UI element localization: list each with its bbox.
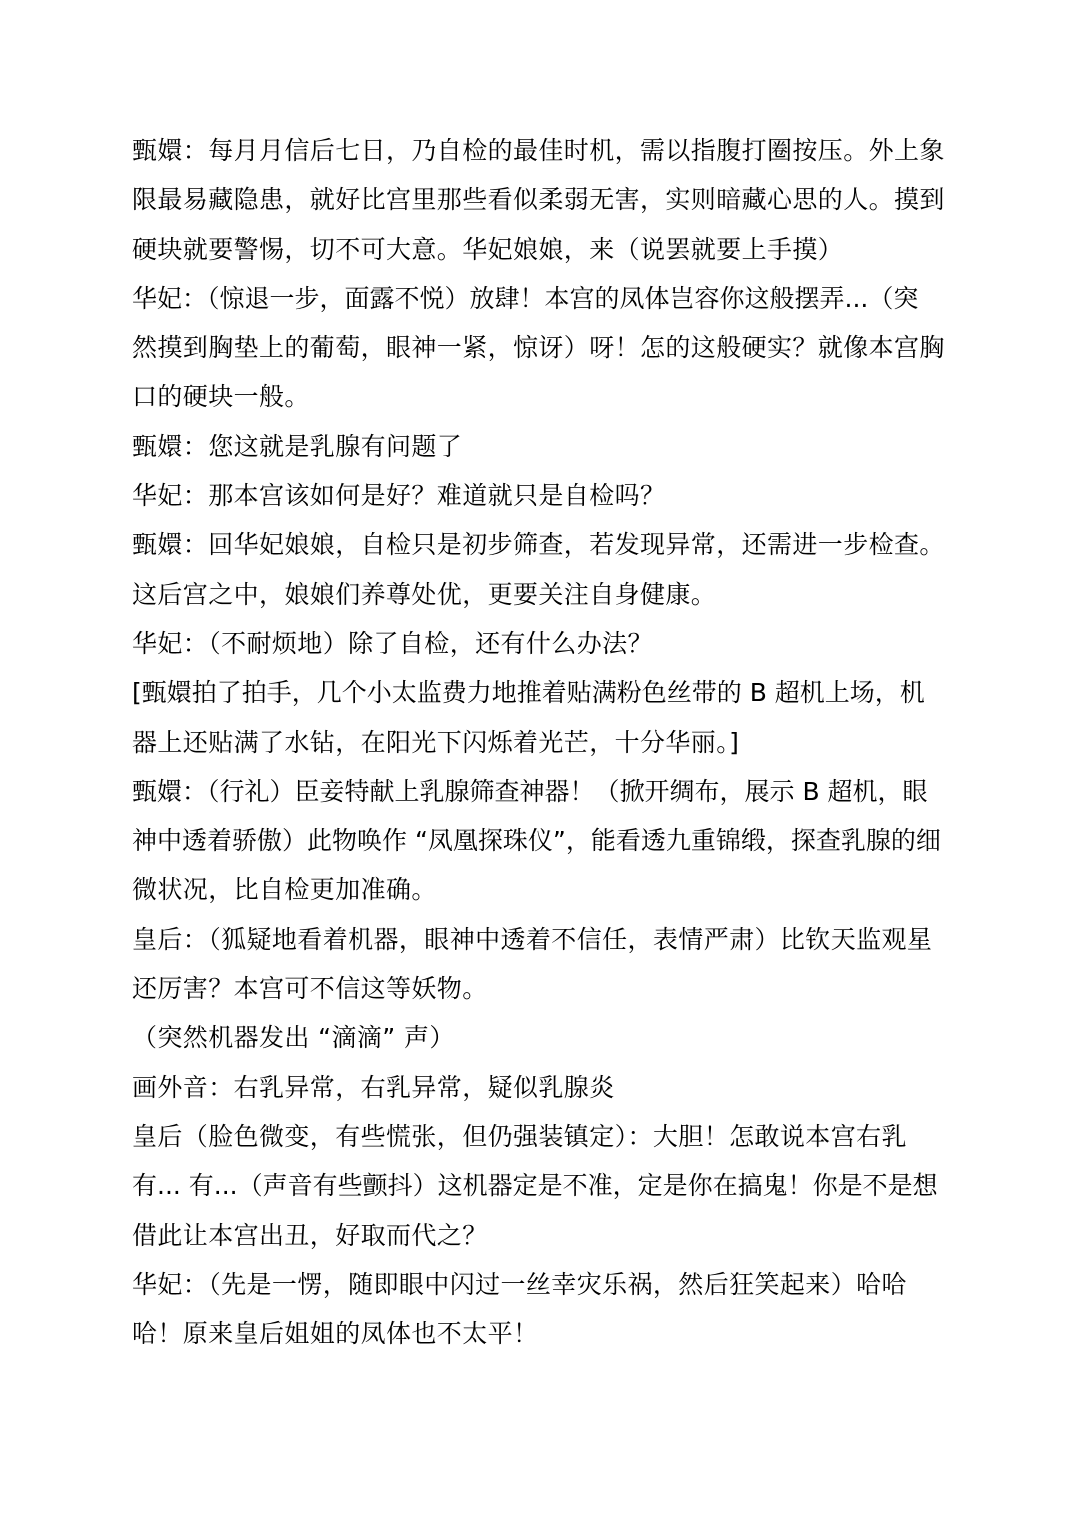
stage-direction-line: [甄嬛拍了拍手，几个小太监费力地推着贴满粉色丝带的 B 超机上场，机 <box>132 678 925 708</box>
stage-direction-line: 器上还贴满了水钻，在阳光下闪烁着光芒，十分华丽。] <box>132 727 740 757</box>
text-line: 微状况，比自检更加准确。 <box>132 875 437 905</box>
text-line: 甄嬛：您这就是乳腺有问题了 <box>132 431 463 461</box>
text-line: 然摸到胸垫上的葡萄，眼神一紧，惊讶）呀！怎的这般硬实？就像本宫胸 <box>132 333 945 363</box>
text-line: 限最易藏隐患，就好比宫里那些看似柔弱无害，实则暗藏心思的人。摸到 <box>132 185 945 215</box>
text-line: 哈！原来皇后姐姐的凤体也不太平！ <box>132 1319 539 1349</box>
text-line: 甄嬛：回华妃娘娘，自检只是初步筛查，若发现异常，还需进一步检查。 <box>132 530 945 560</box>
text-line: 神中透着骄傲）此物唤作 “凤凰探珠仪”，能看透九重锦缎，探查乳腺的细 <box>132 826 941 856</box>
text-line: 还厉害？本宫可不信这等妖物。 <box>132 974 488 1004</box>
text-line: 华妃：那本宫该如何是好？难道就只是自检吗？ <box>132 481 666 511</box>
text-line: 华妃：（不耐烦地）除了自检，还有什么办法？ <box>132 628 653 658</box>
text-line: 华妃：（惊退一步，面露不悦）放肆！本宫的凤体岂容你这般摆弄...（突 <box>132 283 919 313</box>
stage-direction-line: （突然机器发出 “滴滴” 声） <box>132 1023 455 1053</box>
script-text <box>132 126 962 1358</box>
text-line: 甄嬛：（行礼）臣妾特献上乳腺筛查神器！（掀开绸布，展示 B 超机，眼 <box>132 776 928 806</box>
text-line: 硬块就要警惕，切不可大意。华妃娘娘，来（说罢就要上手摸） <box>132 234 844 264</box>
text-line: 皇后（脸色微变，有些慌张，但仍强装镇定）：大胆！怎敢说本宫右乳 <box>132 1121 907 1151</box>
text-line: 这后宫之中，娘娘们养尊处优，更要关注自身健康。 <box>132 579 717 609</box>
text-line: 口的硬块一般。 <box>132 382 310 412</box>
text-line: 画外音：右乳异常，右乳异常，疑似乳腺炎 <box>132 1072 615 1102</box>
text-line: 有... 有...（声音有些颤抖）这机器定是不准，定是你在搞鬼！你是不是想 <box>132 1171 938 1201</box>
text-line: 皇后：（狐疑地看着机器，眼神中透着不信任，表情严肃）比钦天监观星 <box>132 924 933 954</box>
text-line: 甄嬛：每月月信后七日，乃自检的最佳时机，需以指腹打圈按压。外上象 <box>132 136 945 165</box>
text-line: 借此让本宫出丑，好取而代之？ <box>132 1220 488 1250</box>
text-line: 华妃：（先是一愣，随即眼中闪过一丝幸灾乐祸，然后狂笑起来）哈哈 <box>132 1269 907 1299</box>
